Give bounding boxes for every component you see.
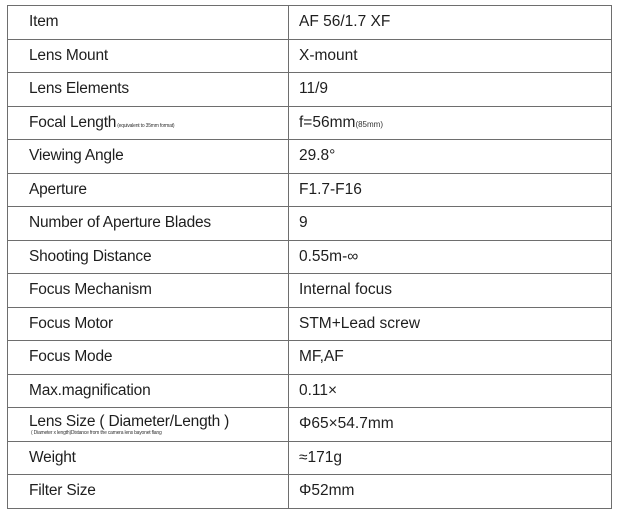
table-row-weight [8, 441, 612, 475]
spec-value: 11/9 [289, 73, 612, 107]
spec-label: Lens Size ( Diameter/Length ) [29, 413, 230, 431]
table-row-aperture [8, 173, 612, 207]
spec-value: 9 [289, 207, 612, 241]
spec-label: Focus Motor [8, 307, 289, 341]
table-row-filter-size [8, 475, 612, 509]
spec-label: Weight [8, 441, 289, 475]
spec-label: Max.magnification [8, 374, 289, 408]
spec-value: 29.8° [289, 140, 612, 174]
table-row-focus-mode [8, 341, 612, 375]
spec-label: Lens Elements [8, 73, 289, 107]
table-row-viewing-angle [8, 140, 612, 174]
table-row-focus-motor [8, 307, 612, 341]
spec-value: Φ65×54.7mm [289, 408, 612, 442]
spec-value: STM+Lead screw [289, 307, 612, 341]
spec-label: Lens Mount [8, 39, 289, 73]
spec-value: Internal focus [289, 274, 612, 308]
spec-value: AF 56/1.7 XF [289, 6, 612, 40]
table-row-max-magnification [8, 374, 612, 408]
table-row-lens-mount [8, 39, 612, 73]
table-row-focus-mechanism [8, 274, 612, 308]
table-row-lens-size [8, 408, 612, 442]
spec-value: f=56mm [299, 113, 356, 131]
spec-value: F1.7-F16 [289, 173, 612, 207]
spec-label-cell [8, 408, 289, 442]
spec-value: 0.11× [289, 374, 612, 408]
spec-label: Aperture [8, 173, 289, 207]
spec-label-cell [8, 106, 289, 140]
spec-value-cell [289, 106, 612, 140]
spec-label: Focal Length [29, 113, 117, 131]
spec-label: Filter Size [8, 475, 289, 509]
spec-value: ≈171g [289, 441, 612, 475]
spec-label-note: ( Diameter x length)Distance from the camera lens bayonet flang [31, 430, 162, 437]
spec-value: X-mount [289, 39, 612, 73]
lens-spec-table [7, 5, 612, 509]
spec-value: Φ52mm [289, 475, 612, 509]
table-row-lens-elements [8, 73, 612, 107]
spec-label: Viewing Angle [8, 140, 289, 174]
spec-label: Focus Mode [8, 341, 289, 375]
spec-value: 0.55m-∞ [289, 240, 612, 274]
spec-value: MF,AF [289, 341, 612, 375]
spec-label: Focus Mechanism [8, 274, 289, 308]
spec-label: Shooting Distance [8, 240, 289, 274]
spec-label: Item [8, 6, 289, 40]
table-row-aperture-blades [8, 207, 612, 241]
table-row-shooting-distance [8, 240, 612, 274]
table-row-item [8, 6, 612, 40]
spec-label-note: (equivalent to 35mm format) [117, 122, 175, 129]
table-row-focal-length [8, 106, 612, 140]
spec-value-note: (85mm) [355, 119, 383, 129]
spec-label: Number of Aperture Blades [8, 207, 289, 241]
